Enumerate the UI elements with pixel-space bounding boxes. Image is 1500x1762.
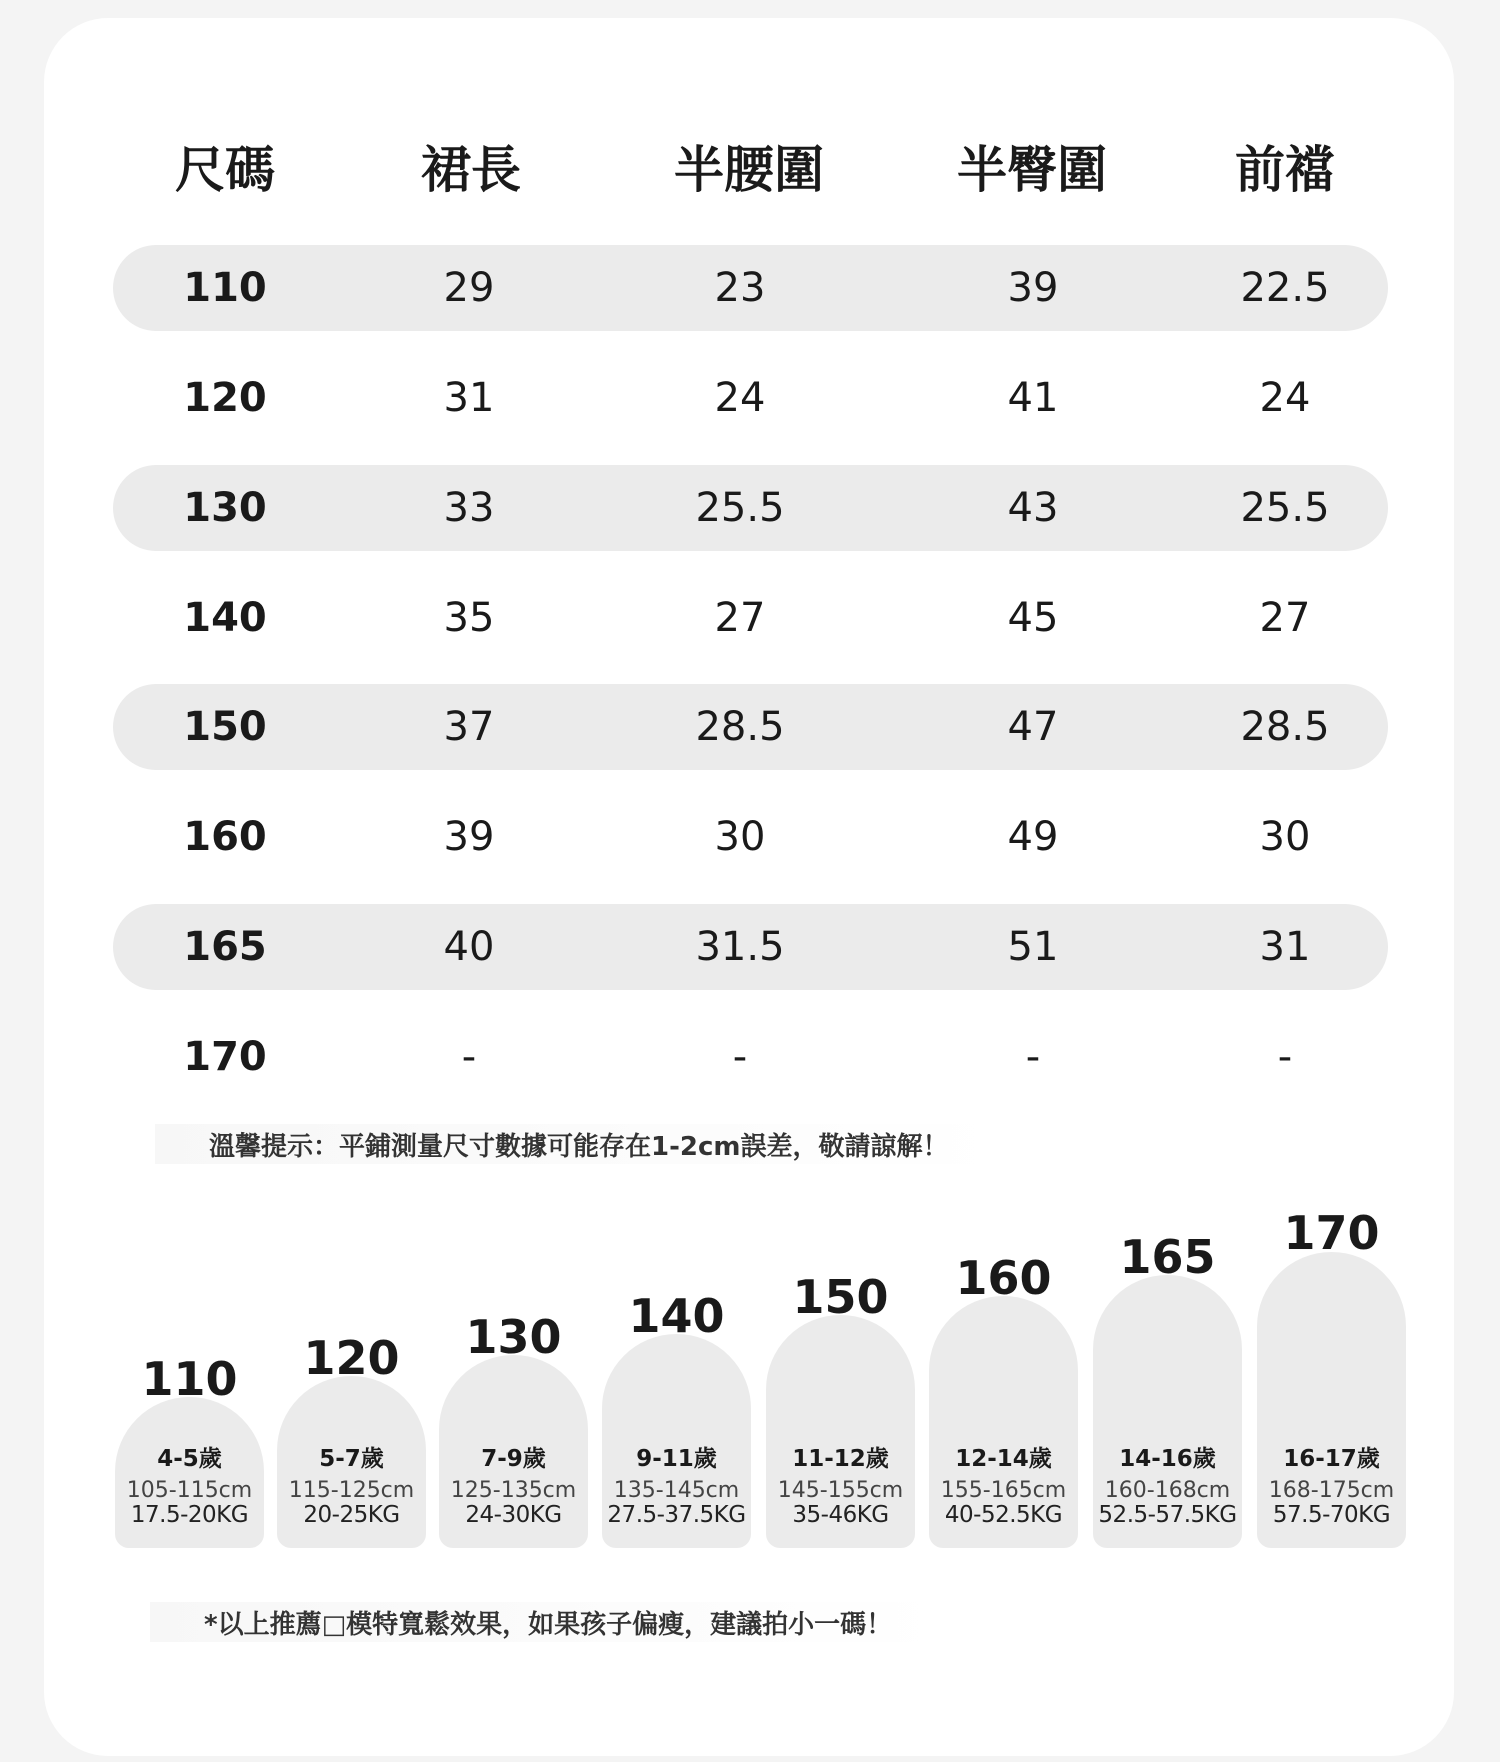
arch-height: 145-155cm bbox=[777, 1478, 904, 1503]
arch-weight: 24-30KG bbox=[465, 1502, 562, 1528]
arch-height: 168-175cm bbox=[1268, 1478, 1395, 1503]
cell-front-rise: 30 bbox=[1259, 814, 1311, 860]
arch-age: 12-14歲 bbox=[955, 1446, 1052, 1472]
arch-height: 105-115cm bbox=[126, 1478, 253, 1503]
cell-size: 110 bbox=[183, 265, 267, 311]
arch-height: 125-135cm bbox=[450, 1478, 577, 1503]
arch-age: 14-16歲 bbox=[1119, 1446, 1216, 1472]
arch-size-label: 160 bbox=[955, 1251, 1052, 1305]
cell-skirt-length: 33 bbox=[443, 485, 495, 531]
header-half-waist: 半腰圍 bbox=[674, 141, 824, 199]
cell-half-waist: 24 bbox=[714, 375, 766, 421]
arch-age: 16-17歲 bbox=[1283, 1446, 1380, 1472]
arch-age: 11-12歲 bbox=[792, 1446, 889, 1472]
cell-size: 170 bbox=[183, 1034, 267, 1080]
cell-half-waist: 30 bbox=[714, 814, 766, 860]
cell-half-hip: 49 bbox=[1007, 814, 1059, 860]
cell-half-waist: 28.5 bbox=[695, 704, 785, 750]
arch-age: 7-9歲 bbox=[481, 1446, 546, 1472]
cell-front-rise: 25.5 bbox=[1240, 485, 1330, 531]
table-row bbox=[113, 355, 1388, 441]
cell-front-rise: 31 bbox=[1259, 924, 1311, 970]
arch-height: 135-145cm bbox=[613, 1478, 740, 1503]
table-row bbox=[113, 575, 1388, 661]
table-row bbox=[113, 465, 1388, 551]
arch-weight: 20-25KG bbox=[303, 1502, 400, 1528]
cell-skirt-length: - bbox=[461, 1034, 477, 1080]
arch-size-label: 150 bbox=[792, 1270, 889, 1324]
table-row bbox=[113, 245, 1388, 331]
cell-skirt-length: 35 bbox=[443, 595, 495, 641]
cell-front-rise: 22.5 bbox=[1240, 265, 1330, 311]
header-size: 尺碼 bbox=[175, 141, 275, 199]
cell-size: 120 bbox=[183, 375, 267, 421]
cell-half-hip: 47 bbox=[1007, 704, 1059, 750]
arch-weight: 52.5-57.5KG bbox=[1098, 1502, 1237, 1528]
arch-size-label: 165 bbox=[1119, 1230, 1216, 1284]
cell-half-hip: 43 bbox=[1007, 485, 1059, 531]
arch-size-label: 110 bbox=[141, 1352, 238, 1406]
table-row bbox=[113, 904, 1388, 990]
arch-weight: 35-46KG bbox=[792, 1502, 889, 1528]
arch-age: 9-11歲 bbox=[636, 1446, 717, 1472]
measurement-tip: 溫馨提示：平鋪測量尺寸數據可能存在1-2cm誤差，敬請諒解！ bbox=[155, 1124, 1002, 1164]
cell-half-hip: - bbox=[1025, 1034, 1041, 1080]
cell-half-hip: 51 bbox=[1007, 924, 1059, 970]
header-skirt-length: 裙長 bbox=[421, 141, 521, 199]
arch-size-label: 130 bbox=[465, 1310, 562, 1364]
arch-size-label: 120 bbox=[303, 1331, 400, 1385]
cell-front-rise: - bbox=[1277, 1034, 1293, 1080]
table-row bbox=[113, 1014, 1388, 1100]
arch-age: 5-7歲 bbox=[319, 1446, 384, 1472]
arch-height: 155-165cm bbox=[940, 1478, 1067, 1503]
cell-half-hip: 39 bbox=[1007, 265, 1059, 311]
header-half-hip: 半臀圍 bbox=[957, 141, 1107, 199]
cell-half-hip: 45 bbox=[1007, 595, 1059, 641]
size-recommendation-note: *以上推薦□模特寬鬆效果，如果孩子偏瘦，建議拍小一碼！ bbox=[150, 1602, 946, 1642]
cell-front-rise: 28.5 bbox=[1240, 704, 1330, 750]
table-header bbox=[113, 123, 1388, 209]
cell-skirt-length: 31 bbox=[443, 375, 495, 421]
cell-size: 140 bbox=[183, 595, 267, 641]
cell-front-rise: 24 bbox=[1259, 375, 1311, 421]
arch-size-label: 170 bbox=[1283, 1206, 1380, 1260]
arch-age: 4-5歲 bbox=[157, 1446, 222, 1472]
arch-weight: 17.5-20KG bbox=[130, 1502, 249, 1528]
arch-height: 115-125cm bbox=[288, 1478, 415, 1503]
cell-skirt-length: 39 bbox=[443, 814, 495, 860]
cell-half-hip: 41 bbox=[1007, 375, 1059, 421]
cell-half-waist: 25.5 bbox=[695, 485, 785, 531]
cell-front-rise: 27 bbox=[1259, 595, 1311, 641]
cell-half-waist: - bbox=[732, 1034, 748, 1080]
cell-size: 160 bbox=[183, 814, 267, 860]
cell-size: 130 bbox=[183, 485, 267, 531]
cell-skirt-length: 29 bbox=[443, 265, 495, 311]
cell-half-waist: 27 bbox=[714, 595, 766, 641]
cell-skirt-length: 37 bbox=[443, 704, 495, 750]
cell-skirt-length: 40 bbox=[443, 924, 495, 970]
arch-height: 160-168cm bbox=[1104, 1478, 1231, 1503]
cell-size: 150 bbox=[183, 704, 267, 750]
table-row bbox=[113, 684, 1388, 770]
arch-weight: 57.5-70KG bbox=[1272, 1502, 1391, 1528]
cell-half-waist: 23 bbox=[714, 265, 766, 311]
cell-size: 165 bbox=[183, 924, 267, 970]
header-front-rise: 前襠 bbox=[1235, 141, 1335, 199]
table-row bbox=[113, 794, 1388, 880]
arch-weight: 27.5-37.5KG bbox=[607, 1502, 746, 1528]
arch-size-label: 140 bbox=[628, 1289, 725, 1343]
arch-weight: 40-52.5KG bbox=[944, 1502, 1063, 1528]
cell-half-waist: 31.5 bbox=[695, 924, 785, 970]
